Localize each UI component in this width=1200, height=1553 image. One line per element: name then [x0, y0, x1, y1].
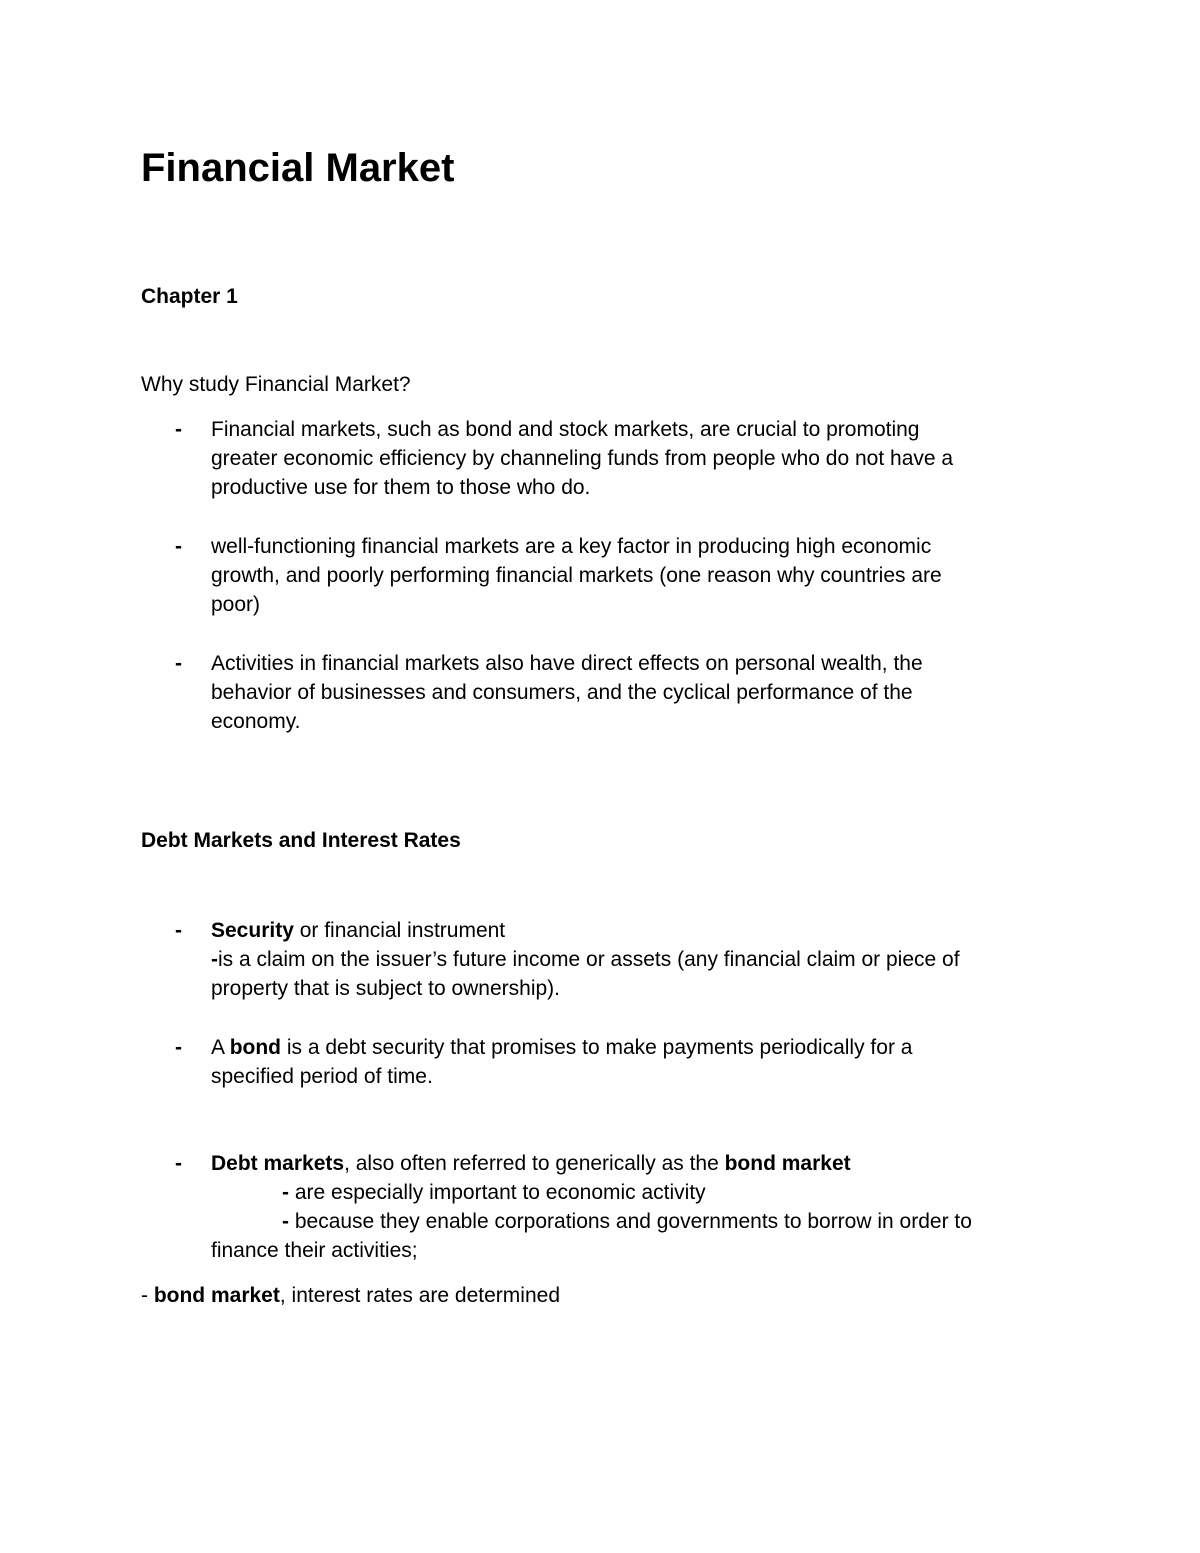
bond-prefix: A	[211, 1036, 230, 1059]
bullet-line: finance their activities;	[211, 1239, 418, 1262]
term-bond-market: bond market	[724, 1152, 851, 1175]
term-bond-market: bond market	[153, 1284, 280, 1307]
bullet-line: greater economic efficiency by channeling funds from people who do not have a	[211, 447, 954, 470]
inline-dash: -	[282, 1181, 289, 1204]
bullet-text	[211, 1033, 1071, 1091]
bullet-dash: -	[175, 1036, 182, 1059]
term-debt-markets: Debt markets	[211, 1152, 345, 1175]
sub-bullet-text: are especially important to economic activity	[289, 1181, 706, 1204]
inline-dash: -	[282, 1210, 289, 1233]
line-rest: , interest rates are determined	[279, 1284, 560, 1307]
bullet-text	[211, 532, 1071, 619]
sub-bullet-text: because they enable corporations and governments to borrow in order to	[289, 1210, 972, 1233]
bullet-text	[211, 916, 1071, 1003]
bullet-dash: -	[175, 1152, 182, 1175]
term-bond: bond	[229, 1036, 281, 1059]
intro-question: Why study Financial Market?	[141, 373, 411, 396]
bullet-line: poor)	[211, 593, 261, 616]
bullet-line: specified period of time.	[211, 1065, 433, 1088]
bullet-line	[211, 916, 1071, 945]
bullet-line: behavior of businesses and consumers, and the cyclical performance of the	[211, 681, 913, 704]
bullet-dash: -	[175, 535, 182, 558]
bullet-line	[211, 945, 1071, 974]
bullet-dash: -	[175, 652, 182, 675]
term-security: Security	[211, 919, 294, 942]
sub-bullet-line	[211, 1207, 1071, 1236]
debt-markets-middle: , also often referred to generically as the	[344, 1152, 725, 1175]
bond-rest: is a debt security that promises to make payments periodically for a	[281, 1036, 913, 1059]
definition-text: is a claim on the issuer’s future income or assets (any financial claim or piece of	[218, 948, 960, 971]
bullet-line: well-functioning financial markets are a key factor in producing high economic	[211, 535, 932, 558]
bullet-line	[211, 1149, 1071, 1178]
term-rest: or financial instrument	[293, 919, 506, 942]
bullet-text	[211, 1149, 1071, 1265]
bullet-text	[211, 649, 1071, 736]
section-heading: Debt Markets and Interest Rates	[141, 829, 461, 852]
bond-market-line	[141, 1281, 560, 1310]
bullet-line: Financial markets, such as bond and stock markets, are crucial to promoting	[211, 418, 920, 441]
bullet-line: growth, and poorly performing financial markets (one reason why countries are	[211, 564, 942, 587]
inline-dash: -	[211, 948, 218, 971]
bullet-text	[211, 415, 1071, 502]
chapter-heading: Chapter 1	[141, 285, 238, 308]
sub-bullet-line	[211, 1178, 1071, 1207]
line-prefix: -	[141, 1284, 154, 1307]
bullet-line	[211, 1033, 1071, 1062]
bullet-dash: -	[175, 418, 182, 441]
page-title: Financial Market	[141, 146, 455, 190]
bullet-line: productive use for them to those who do.	[211, 476, 591, 499]
bullet-dash: -	[175, 919, 182, 942]
bullet-line: property that is subject to ownership).	[211, 977, 561, 1000]
bullet-line: economy.	[211, 710, 301, 733]
bullet-line: Activities in financial markets also have direct effects on personal wealth, the	[211, 652, 923, 675]
